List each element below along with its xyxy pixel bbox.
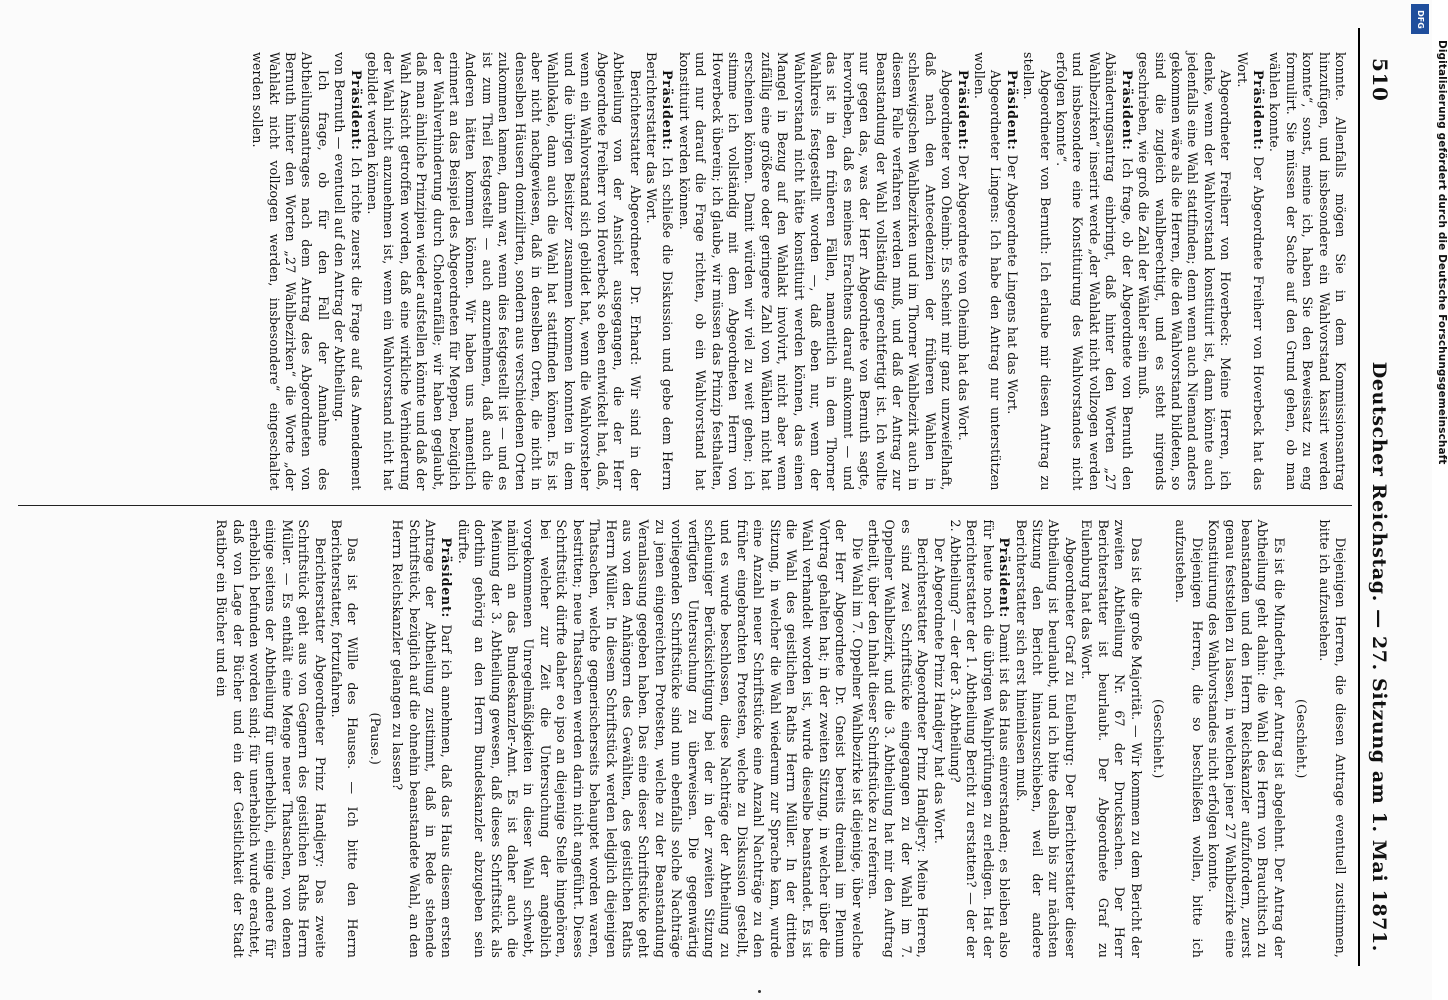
- paragraph: [1205, 520, 1287, 959]
- paragraph: [331, 52, 364, 491]
- paragraph-text: Der Abgeordnete Freiherr von Hoverbeck hat das Wort.: [1234, 52, 1266, 491]
- paragraph-text: Der Abgeordnete Prinz Handjery hat das Wort.: [931, 537, 947, 844]
- paragraph-text: (Geschieht.): [1294, 699, 1310, 779]
- paragraph: [643, 52, 676, 491]
- paragraph: [971, 52, 1004, 491]
- paragraph-text: (Geschieht.): [1150, 699, 1166, 779]
- paragraph: [947, 520, 1013, 959]
- paragraph: [389, 520, 455, 959]
- paragraph: [675, 52, 954, 491]
- speaker-label: Präsident:: [439, 537, 455, 619]
- paragraph-text: Ich frage, ob für den Fall der Annahme des Abtheilungsantrages nach dem Antrag des Abgeordneten von Bernuth hinter den Worten „27 Wahlbezirken“ die Worte „der Wahlakt nicht vollzogen werden, insbesondere“ eingeschaltet werden sollen.: [250, 52, 331, 491]
- paragraph-text: Berichterstatter Abgeordneter Prinz Handjery: Meine Herren, es sind zwei Schriftstücke eingegangen zu der Wahl im 7. Oppelner Wahlbezirk, und die 3. Abtheilung hat mir den Auftrag ertheilt, über den Inhalt dieser Schriftstücke zu referiren.: [866, 519, 931, 958]
- paragraph: [1293, 520, 1309, 959]
- paragraph-text: Ich schließe die Diskussion und gebe dem Herrn Berichterstatter das Wort.: [643, 52, 676, 491]
- paragraph-text: Diejenigen Herren, die so beschließen wollen, bitte ich aufzustehen.: [1173, 519, 1205, 958]
- paragraph-text: Abgeordneter von Oheimb: Es scheint mir ganz unzweifelhaft, daß nach den Antecedenzien der früheren Wahlen in schleswigschen Wahlbezirken und im Thorner Wahlbezirk auch in diesem Falle verfahren werden muß, und daß der Antrag zur Beanstandung der Wahl vollständig gerechtfertigt ist. Ich wollte nur gegen das, was der Herr Abgeordnete von Bernuth sagte, hervorheben, daß es meines Erachtens darauf ankommt — und das ist in den früheren Fällen, namentlich in dem Thorner Wahlkreis festgestellt worden —, daß eben nur, wenn der Wahlvorstand nicht hätte konstituirt werden können, das einen Mangel in Bezug auf den Wahlakt involvirt, nicht aber wenn zufällig eine größere oder geringere Zahl von Wählern nicht hat erscheinen können. Damit würden wir viel zu weit gehen; ich stimme ich vollständig mit dem Abgeordneten Herrn von Hoverbeck überein; ich glaube, wir müssen das Prinzip festhalten, und nur darauf die Frage richten, ob ein Wahlvorstand hat konstituirt werden können.: [676, 52, 955, 491]
- paragraph-text: Ich richte zuerst die Frage auf das Amendement von Bernuth — eventuell auf den Antrag der Abtheilung.: [332, 52, 364, 491]
- paragraph-text: konnte. Allenfalls mögen Sie in dem Kommissionsantrag hinzufügen, und insbesondere ein Wahlvorstand kassirt werden konnte“, sonst, meine ich, haben Sie den Beweissatz zu eng formulirt. Sie müssen der Sache auf den Grund gehen, ob man wählen konnte.: [1267, 52, 1348, 491]
- paragraph-text: (Pause.): [367, 712, 383, 765]
- dfg-badge-text: DFG: [1415, 9, 1425, 29]
- paragraph-text: Berichterstatter Abgeordneter Prinz Handjery: Das zweite Schriftstück geht aus von Gegnern des geistlichen Raths Herrn Müller. — Es enthält eine Menge neuer Thatsachen, von denen einige seitens der Abtheilung für unerheblich, einige andere für erheblich befunden worden sind; für unerheblich wurde erachtet, daß von Lage der Bücher und ein der Geistlichkeit der Stadt Ratibor ein Bücher und ein: [214, 519, 328, 958]
- paragraph: [366, 520, 382, 959]
- digitization-notice: Digitalisierung gefördert durch die Deutsche Forschungsgemeinschaft: [1436, 40, 1448, 465]
- scan-speck: [758, 990, 761, 993]
- paragraph-text: Das ist der Wille des Hauses. — Ich bitte den Herrn Berichterstatter, fortzufahren.: [329, 519, 361, 958]
- paragraph: [328, 520, 361, 959]
- speaker-label: Präsident:: [1119, 70, 1135, 151]
- paragraph-text: Abgeordneter von Bernuth: Ich erlaube mir diesen Antrag zu stellen.: [1021, 52, 1053, 491]
- paragraph-text: Abgeordneter Lingens: Ich habe den Antrag nur unterstützen wollen.: [972, 52, 1004, 491]
- paragraph-text: Das ist die große Majorität. — Wir kommen zu dem Bericht der zweiten Abtheilung Nr. 67 der Drucksachen. Der Herr Berichterstatter ist beurlaubt. Der Abgeordnete Graf zu Eulenburg hat das Wort.: [1079, 519, 1144, 958]
- paragraph-text: Damit ist das Haus einverstanden; es bleiben also für heute noch die übrigen Wahlprüfungen zu erledigen. Hat der Berichterstatter der 1. Abtheilung Bericht zu erstatten? — der der 2. Abtheilung? — der der 3. Abtheilung?: [948, 519, 1013, 958]
- paragraph: [1078, 520, 1144, 959]
- speaker-label: Präsident:: [955, 70, 971, 151]
- left-column: [18, 22, 1352, 506]
- paragraph: [213, 520, 328, 959]
- paragraph-text: Ich frage, ob der Abgeordnete von Bernuth den Abänderungsantrag einbringt, daß hinter den Worten „27 Wahlbezirken“ inserirt werde „der Wahlakt nicht vollzogen werden und insbesondere eine Konstituirung des Wahlvorstandes nicht erfolgen konnte“.: [1054, 52, 1135, 491]
- paragraph-text: Es ist die Minderheit, der Antrag ist abgelehnt. Der Antrag der Abtheilung geht dahin: die Wahl des Herrn von Brauchitsch zu beanstanden und den Herrn Reichskanzler aufzufordern, zuerst genau feststellen zu lassen, in welchen jener 27 Wahlbezirke eine Konstituirung des Wahlvorstandes nicht erfolgen konnte.: [1206, 519, 1287, 958]
- paragraph: [930, 520, 946, 959]
- paragraph: [249, 52, 331, 491]
- page-title: Deutscher Reichstag. — 27. Sitzung am 1. Mai 1871.: [1368, 361, 1390, 952]
- speaker-label: Präsident:: [1250, 70, 1266, 151]
- paragraph: [1020, 52, 1053, 491]
- right-column: [18, 506, 1352, 973]
- dfg-logo: [1411, 4, 1429, 34]
- paragraph-text: Der Abgeordnete von Oheimb hat das Wort.: [955, 150, 971, 441]
- paragraph: [454, 520, 864, 959]
- paragraph: [1150, 520, 1166, 959]
- paragraph: [1003, 52, 1019, 491]
- speaker-label: Präsident:: [997, 537, 1013, 619]
- paragraph: [1135, 52, 1233, 491]
- paragraph: [1233, 52, 1266, 491]
- running-header: [1362, 22, 1392, 972]
- paragraph-text: Diejenigen Herren, die diesen Antrage eventuell zustimmen, bitte ich aufzustehen.: [1316, 519, 1348, 958]
- header-rule: [1358, 28, 1360, 966]
- paragraph-text: Der Abgeordnete Lingens hat das Wort.: [1004, 150, 1020, 415]
- page-number: 510: [1368, 58, 1392, 102]
- paragraph: [364, 52, 643, 491]
- paragraph: [1266, 52, 1348, 491]
- paragraph: [1053, 52, 1135, 491]
- paragraph: [954, 52, 970, 491]
- paragraph: [865, 520, 931, 959]
- paragraph-text: Abgeordneter Graf zu Eulenburg: Der Berichterstatter dieser Abtheilung ist beurlaubt, und ich bitte deshalb bis zur nächsten Sitzung den Bericht hinauszuschieben, weil der andere Berichterstatter sich erst hineinlesen muß.: [1013, 519, 1078, 958]
- speaker-label: Präsident:: [1004, 70, 1020, 151]
- paragraph-text: Berichterstatter Abgeordneter Dr. Erhard: Wir sind in der Abtheilung von der Ansicht ausgegangen, die der Herr Abgeordnete Freiherr von Hoverbeck so eben entwickelt hat, daß, wenn ein Wahlvorstand sich gebildet hat, wenn die Wahlvorsteher und die übrigen Beisitzer zusammen kommen konnten in dem Wahllokale, dann auch die Wahl hat stattfinden können. Es ist aber nicht nachgewiesen, daß in denselben Orten, die nicht in denselben Häusern domizilirten, sondern aus verschiedenen Orten zukommen kamen, dann war, wenn dies festgestellt ist — und es ist zum Theil festgestellt — auch anzunehmen, daß auch die Anderen hätten kommen können. Wir haben uns namentlich erinnert an das Beispiel des Abgeordneten für Meppen, bezüglich der Wahlverhinderung durch Choleranfälle; wir haben geglaubt, daß man ähnliche Prinzipien wieder aufstellen könnte und daß der Wahl Ansicht getroffen worden, daß eine wirkliche Verhinderung der Wahl nicht anzunehmen ist, wenn ein Wahlvorstand nicht hat gebildet werden können.: [365, 52, 643, 491]
- paragraph-text: Abgeordneter Freiherr von Hoverbeck: Meine Herren, ich denke, wenn der Wahlvorstand konstituirt ist, dann könnte auch jedenfalls eine Wahl stattfinden; denn wenn auch Niemand anders gekommen wäre als die Herren, die den Wahlvorstand bildeten, so sind die zugleich wahlberechtigt, und es steht nirgends geschrieben, wie groß die Zahl der Wähler sein muß.: [1136, 52, 1234, 491]
- paragraph-text: Darf ich annehmen, daß das Haus diesem ersten Antrage der Abtheilung zustimmt, daß in Rede stehende Schriftstück, bezüglich auf die ohnehin beanstandete Wahl, an den Herrn Reichskanzler gelangen zu lassen?: [390, 519, 455, 958]
- text-columns: [18, 22, 1352, 972]
- speaker-label: Präsident:: [660, 70, 676, 151]
- paragraph-text: Die Wahl im 7. Oppelner Wahlbezirke ist diejenige, über welche der Herr Abgeordnete Dr. Gneist bereits dreimal im Plenum Vortrag gehalten hat; in der zweiten Sitzung, in welcher über die Wahl verhandelt worden ist, wurde dieselbe beanstandet. Es ist die Wahl des geistlichen Raths Herrn Müller. In der dritten Sitzung, in welcher die Wahl wiederum zur Sprache kam, wurde eine Anzahl neuer Schriftstücke eine Anzahl Nachträge zu den früher eingebrachten Protesten, welche zu Diskussion gestellt, und es wurde beschlossen, diese Nachträge der Abtheilung zu schleuniger Berücksichtigung bei der in der zweiten Sitzung verfügten Untersuchung zu überweisen. Die gegenwärtig vorliegenden Schriftstücke sind nun ebenfalls solche Nachträge zu jenen eingereichten Protesten, welche zu der Beanstandung Veranlassung gegeben haben. Das eine dieser Schriftstücke geht aus von den Anhängern des Gewählten, des geistlichen Raths Herrn Müller. In diesem Schriftstück werden lediglich diejenigen Thatsachen, welche gegnerischerseits behauptet worden waren, bestritten; neue Thatsachen werden darin nicht angeführt. Dieses Schriftstück dürfte daher eo ipso an diejenige Stelle hingehören, bei welcher zur Zeit die Untersuchung der angeblich vorgekommenen Unregelmäßigkeiten in dieser Wahl schwebt, nämlich an das Bundeskanzler-Amt. Es ist daher auch die Meinung der 3. Abtheilung gewesen, daß dieses Schriftstück als dorthin gehörig an den Herrn Bundeskanzler abzugeben sein dürfte.: [455, 519, 865, 958]
- paragraph: [1012, 520, 1078, 959]
- paragraph: [1315, 520, 1348, 959]
- paragraph: [1172, 520, 1205, 959]
- speaker-label: Präsident:: [348, 70, 364, 151]
